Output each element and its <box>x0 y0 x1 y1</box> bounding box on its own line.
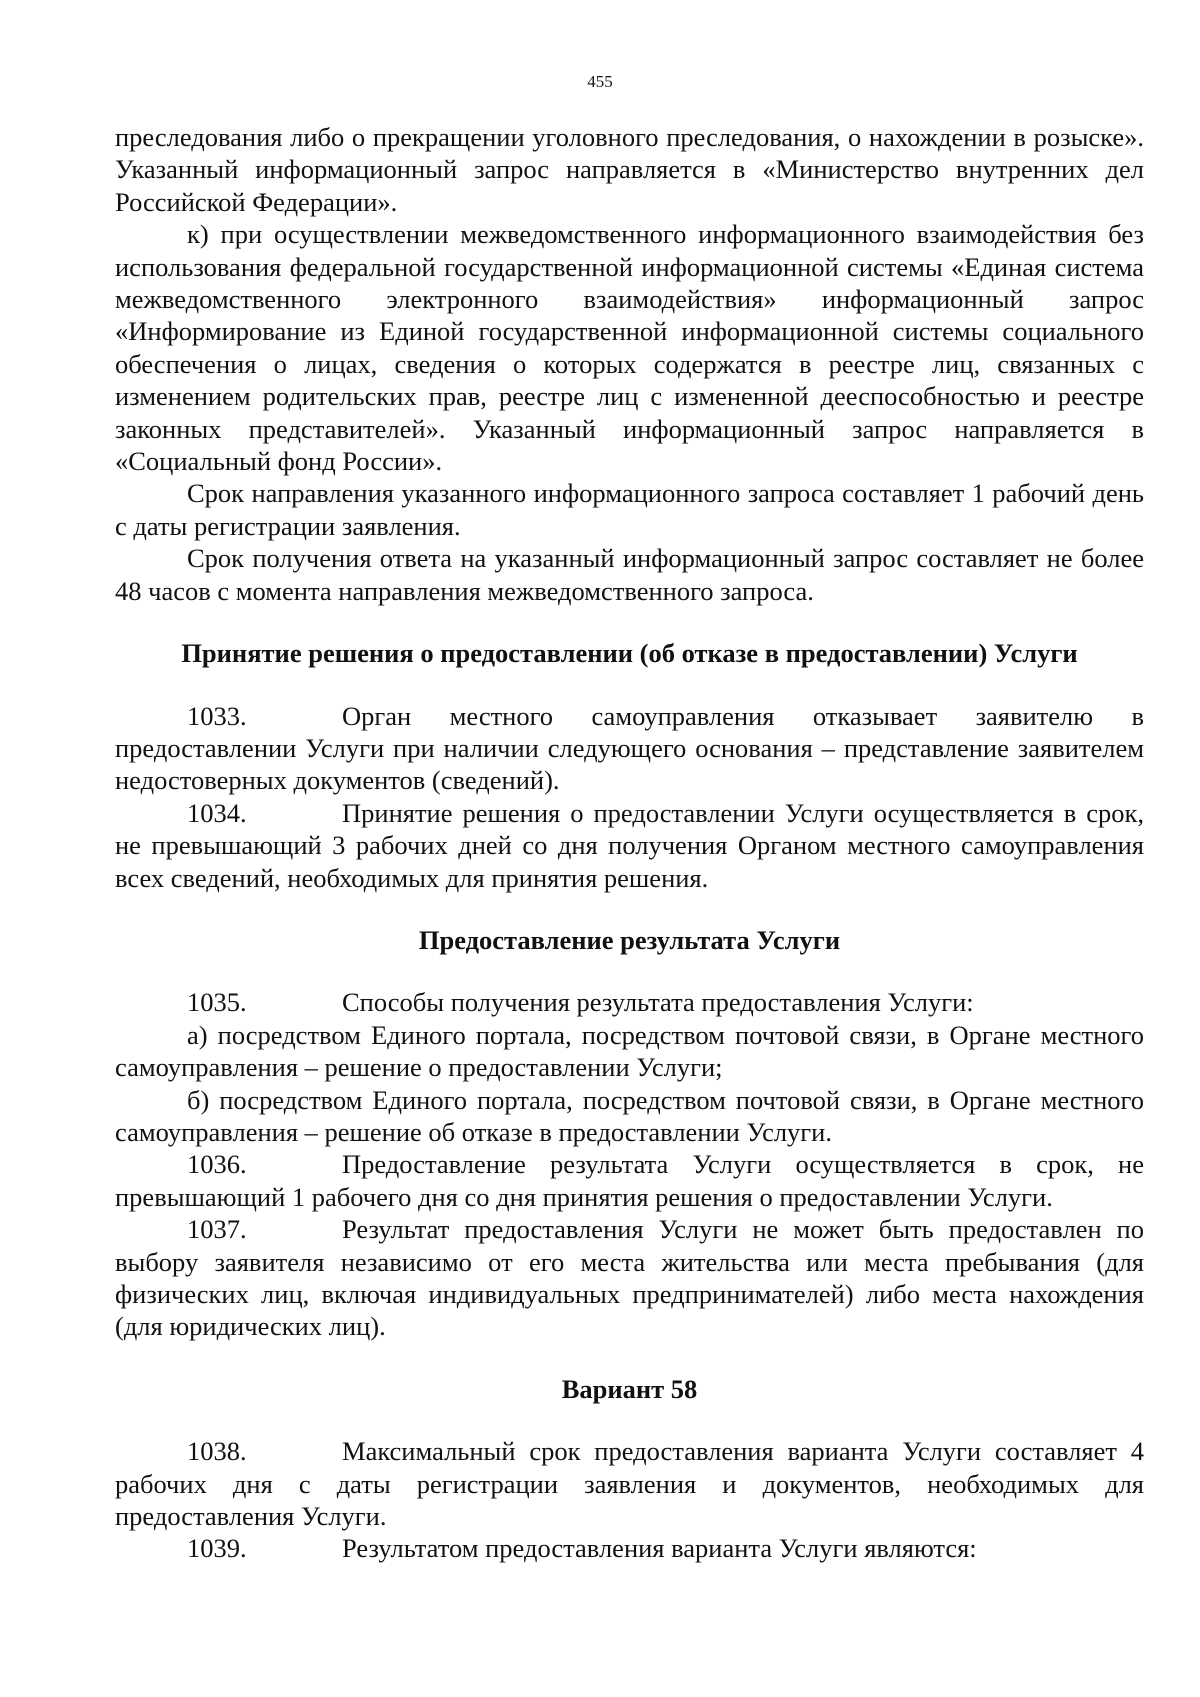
clause-1035 <box>115 986 1144 1018</box>
clause-number: 1034. <box>187 797 247 828</box>
clause-1038 <box>115 1435 1144 1532</box>
clause-number: 1038. <box>187 1436 247 1467</box>
paragraph-item-k: к) при осуществлении межведомственного информационного взаимодействия без использования федеральной государственной информационной системы «Единая система межведомственного электронного взаимодействия» информационный запрос «Информирование из Единой государственной информационной системы социального обеспечения о лицах, сведения о которых содержатся в реестре лиц, связанных с изменением родительских прав, реестре лиц с измененной дееспособностью и реестре законных представителей». Указанный информационный запрос направляется в «Социальный фонд России». <box>115 219 1144 477</box>
clause-text: Способы получения результата предоставления Услуги: <box>342 987 974 1018</box>
clause-1034 <box>115 797 1144 894</box>
clause-number: 1039. <box>187 1533 247 1564</box>
paragraph-continuation: преследования либо о прекращении уголовного преследования, о нахождении в розыске». Указанный информационный запрос направляется в «Министерство внутренних дел Российской Федерации». <box>115 122 1144 217</box>
paragraph-item-a: а) посредством Единого портала, посредством почтовой связи, в Органе местного самоуправления – решение о предоставлении Услуги; <box>115 1019 1144 1083</box>
document-body <box>115 121 1144 1565</box>
clause-text: Орган местного самоуправления отказывает заявителю в предоставлении Услуги при наличии следующего основания – представление заявителем недостоверных документов (сведений). <box>115 700 1144 796</box>
section-heading-decision: Принятие решения о предоставлении (об отказе в предоставлении) Услуги <box>181 638 1078 669</box>
clause-1033 <box>115 700 1144 797</box>
paragraph-request-deadline: Срок направления указанного информационного запроса составляет 1 рабочий день с даты регистрации заявления. <box>115 478 1144 541</box>
clause-text: Результат предоставления Услуги не может быть предоставлен по выбору заявителя независимо от его места жительства или места пребывания (для физических лиц, включая индивидуальных предпринимателей) либо места нахождения (для юридических лиц). <box>115 1214 1144 1342</box>
clause-1039 <box>115 1532 1144 1564</box>
clause-1037 <box>115 1213 1144 1343</box>
clause-number: 1035. <box>187 987 247 1018</box>
section-heading-result: Предоставление результата Услуги <box>418 924 841 955</box>
clause-text: Предоставление результата Услуги осуществляется в срок, не превышающий 1 рабочего дня со дня принятия решения о предоставлении Услуги. <box>115 1149 1144 1212</box>
clause-1036 <box>115 1148 1144 1213</box>
paragraph-item-b: б) посредством Единого портала, посредством почтовой связи, в Органе местного самоуправления – решение об отказе в предоставлении Услуги. <box>115 1084 1144 1147</box>
section-heading-variant: Вариант 58 <box>561 1373 698 1404</box>
clause-text: Принятие решения о предоставлении Услуги осуществляется в срок, не превышающий 3 рабочих дней со дня получения Органом местного самоуправления всех сведений, необходимых для принятия решения. <box>115 797 1144 893</box>
clause-number: 1033. <box>187 700 247 731</box>
clause-text: Максимальный срок предоставления варианта Услуги составляет 4 рабочих дня с даты регистрации заявления и документов, необходимых для предоставления Услуги. <box>115 1436 1144 1532</box>
page-number: 455 <box>587 72 613 91</box>
clause-number: 1037. <box>187 1214 247 1245</box>
clause-number: 1036. <box>187 1149 247 1180</box>
paragraph-response-deadline: Срок получения ответа на указанный информационный запрос составляет не более 48 часов с момента направления межведомственного запроса. <box>115 543 1144 606</box>
clause-text: Результатом предоставления варианта Услуги являются: <box>342 1533 977 1564</box>
